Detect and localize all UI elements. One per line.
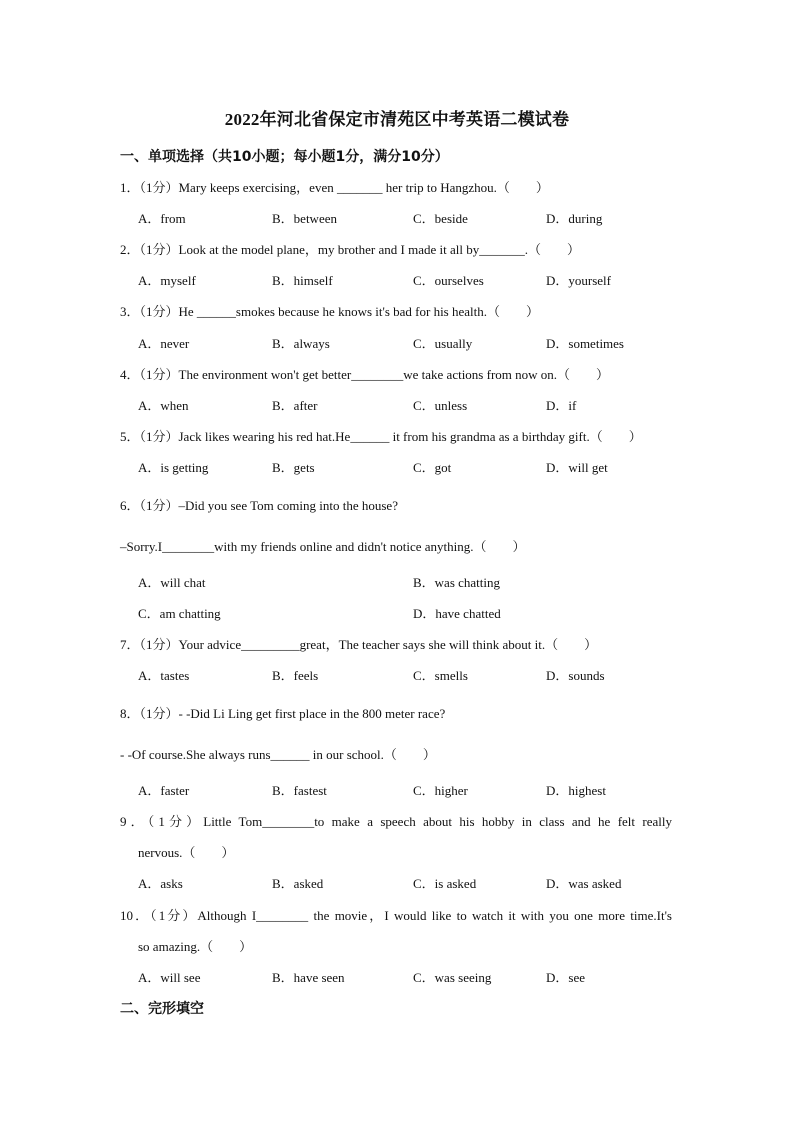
question-1-stem: 1．（1分）Mary keeps exercising，even _______ her trip to Hangzhou.（ ） <box>120 180 549 195</box>
question-2-option-a[interactable]: A．myself <box>138 273 196 288</box>
question-5-stem: 5．（1分）Jack likes wearing his red hat.He______ it from his grandma as a birthday gift.（ ） <box>120 429 642 444</box>
page-title: 2022年河北省保定市清苑区中考英语二模试卷 <box>224 110 570 129</box>
question-7-option-a[interactable]: A．tastes <box>138 668 190 683</box>
question-8-option-b[interactable]: B．fastest <box>272 783 327 798</box>
question-10-option-d[interactable]: D．see <box>546 970 585 985</box>
question-7-option-c[interactable]: C．smells <box>413 668 468 683</box>
question-3-option-a[interactable]: A．never <box>138 336 190 351</box>
question-3-option-d[interactable]: D．sometimes <box>546 336 624 351</box>
question-8-option-a[interactable]: A．faster <box>138 783 190 798</box>
question-10-option-b[interactable]: B．have seen <box>272 970 345 985</box>
question-9-stem-continued: nervous.（ ） <box>138 845 235 860</box>
question-4-stem: 4．（1分）The environment won't get better________we take actions from now on.（ ） <box>120 367 610 382</box>
question-9-option-d[interactable]: D．was asked <box>546 876 622 891</box>
question-9-stem: 9．（1分）Little Tom________to make a speech about his hobby in class and he felt really <box>120 814 672 829</box>
question-6-stem: 6．（1分）–Did you see Tom coming into the house? <box>120 498 398 513</box>
question-4-option-d[interactable]: D．if <box>546 398 577 413</box>
question-7-option-b[interactable]: B．feels <box>272 668 319 683</box>
question-2-option-c[interactable]: C．ourselves <box>413 273 484 288</box>
question-1-option-d[interactable]: D．during <box>546 211 603 226</box>
section-heading-2: 二、完形填空 <box>120 1001 204 1017</box>
question-8-stem-continued: - -Of course.She always runs______ in our school.（ ） <box>120 747 436 762</box>
question-8-stem: 8．（1分）- -Did Li Ling get first place in the 800 meter race? <box>120 706 446 721</box>
question-6-option-b[interactable]: B．was chatting <box>413 575 501 590</box>
question-9-option-b[interactable]: B．asked <box>272 876 324 891</box>
question-8-option-c[interactable]: C．higher <box>413 783 468 798</box>
question-1-option-b[interactable]: B．between <box>272 211 337 226</box>
question-2-stem: 2．（1分）Look at the model plane，my brother and I made it all by_______.（ ） <box>120 242 580 257</box>
question-5-option-c[interactable]: C．got <box>413 460 452 475</box>
question-1-option-c[interactable]: C．beside <box>413 211 468 226</box>
question-4-option-a[interactable]: A．when <box>138 398 189 413</box>
question-10-option-c[interactable]: C．was seeing <box>413 970 492 985</box>
question-2-option-d[interactable]: D．yourself <box>546 273 611 288</box>
question-3-option-b[interactable]: B．always <box>272 336 330 351</box>
question-3-stem: 3．（1分）He ______smokes because he knows it's bad for his health.（ ） <box>120 304 540 319</box>
question-7-option-d[interactable]: D．sounds <box>546 668 605 683</box>
section-heading-1: 一、单项选择（共10小题；每小题1分，满分10分） <box>120 149 449 165</box>
question-8-option-d[interactable]: D．highest <box>546 783 606 798</box>
question-6-option-c[interactable]: C．am chatting <box>138 606 221 621</box>
question-5-option-b[interactable]: B．gets <box>272 460 315 475</box>
question-5-option-a[interactable]: A．is getting <box>138 460 209 475</box>
question-6-stem-continued: –Sorry.I________with my friends online and didn't notice anything.（ ） <box>120 539 526 554</box>
question-6-option-d[interactable]: D．have chatted <box>413 606 501 621</box>
question-10-stem: 10．（1分）Although I________ the movie，I would like to watch it with you one more time.It's <box>120 908 672 923</box>
question-3-option-c[interactable]: C．usually <box>413 336 473 351</box>
question-4-option-c[interactable]: C．unless <box>413 398 468 413</box>
question-5-option-d[interactable]: D．will get <box>546 460 608 475</box>
question-10-option-a[interactable]: A．will see <box>138 970 201 985</box>
question-7-stem: 7．（1分）Your advice_________great，The teacher says she will think about it.（ ） <box>120 637 598 652</box>
question-1-option-a[interactable]: A．from <box>138 211 186 226</box>
question-9-option-a[interactable]: A．asks <box>138 876 183 891</box>
question-4-option-b[interactable]: B．after <box>272 398 318 413</box>
question-2-option-b[interactable]: B．himself <box>272 273 333 288</box>
question-6-option-a[interactable]: A．will chat <box>138 575 206 590</box>
question-10-stem-continued: so amazing.（ ） <box>138 939 253 954</box>
question-9-option-c[interactable]: C．is asked <box>413 876 477 891</box>
